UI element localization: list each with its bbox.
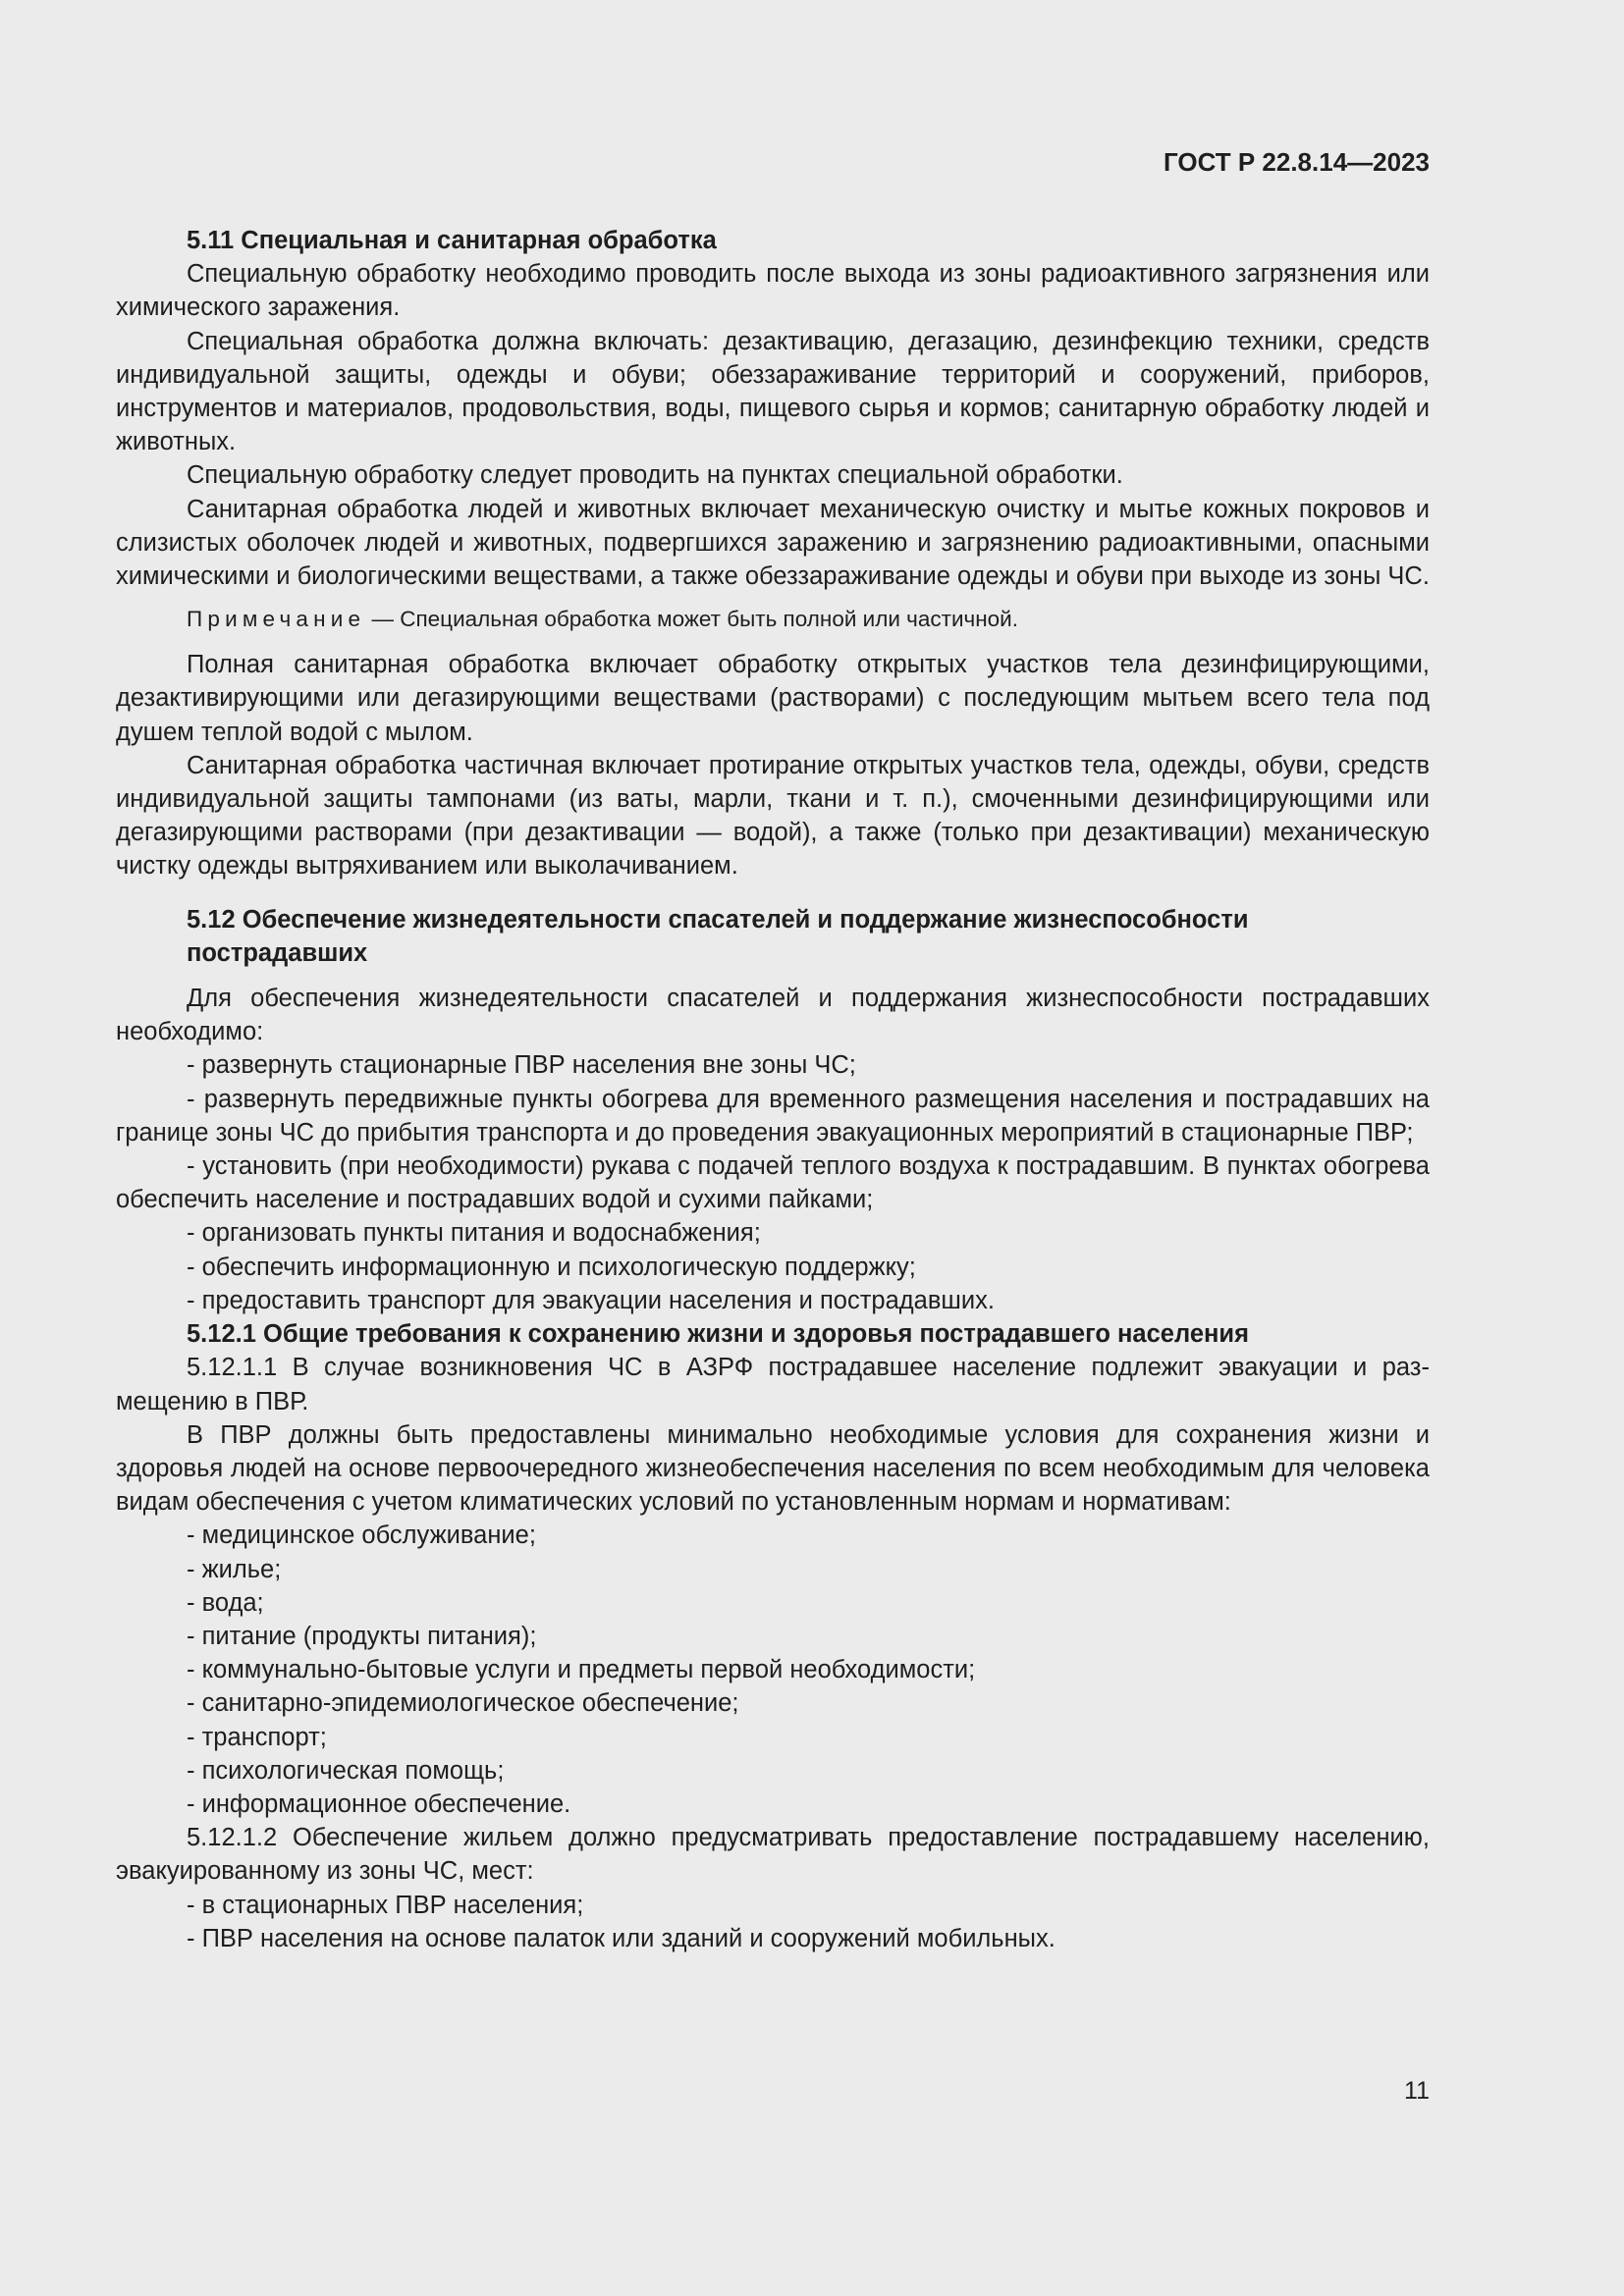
list-item: - информационное обеспечение. [187, 1789, 571, 1818]
list-item: - медицинское обслуживание; [187, 1522, 536, 1550]
paragraph: В ПВР должны быть предоставлены минимально необходимые условия для сохранения жизни и здоровья людей на основе первоочередного жизнеобеспечения населения по всем необходимым для человека видам обеспечения с учетом климатических условий по установленным нормам и нормативам: [116, 1420, 1430, 1517]
paragraph: Для обеспечения жизнедеятельности спасателей и поддержания жизнеспособности пострадавших необходимо: [116, 985, 1430, 1046]
paragraph: 5.12.1.1 В случае возникновения ЧС в АЗРФ пострадавшее население подлежит эвакуации и размещению в ПВР. [116, 1354, 1430, 1415]
page-number: 11 [1404, 2077, 1430, 2105]
list-item: - вода; [187, 1588, 264, 1617]
list-item: - в стационарных ПВР населения; [187, 1891, 584, 1919]
list-item: - обеспечить информационную и психологическую поддержку; [187, 1253, 916, 1281]
note-label: Примечание [187, 607, 366, 632]
paragraph: Санитарная обработка частичная включает протирание открытых участков тела, одежды, обуви, средств индивидуальной защиты тампонами (из ваты, марли, ткани и т. п.), смоченными дезинфицирующими или дегазирующими растворами (при дезактивации — водой), а также (только при дезактивации) механическую чистку одежды вытряхиванием или выколачиванием. [116, 751, 1430, 881]
section-heading-5-11: 5.11 Специальная и санитарная обработка [187, 227, 717, 254]
page-content [116, 224, 1430, 1955]
paragraph: Специальную обработку необходимо проводить после выхода из зоны радиоактивного загрязнения или химического заражения. [116, 260, 1430, 322]
document-designation: ГОСТ Р 22.8.14—2023 [1163, 147, 1430, 177]
note [116, 605, 1430, 634]
paragraph: Специальная обработка должна включать: дезактивацию, дегазацию, дезинфекцию техники, средств индивидуальной защиты, одежды и обуви; обеззараживание территорий и сооружений, приборов, инструментов и материалов, продовольствия, воды, пищевого сырья и кормов; санитарную обработку людей и животных. [116, 327, 1430, 456]
list-item: - предоставить транспорт для эвакуации населения и пострадавших. [187, 1286, 995, 1314]
list-item: - ПВР населения на основе палаток или зданий и сооружений мобильных. [187, 1924, 1056, 1952]
list-item: - организовать пункты питания и водоснабжения; [187, 1219, 761, 1248]
list-item: - развернуть передвижные пункты обогрева для временного размещения населения и пострадавших на границе зоны ЧС до прибытия транспорта и до проведения эвакуационных мероприятий в стационарные ПВР; [116, 1085, 1430, 1147]
note-text: — Специальная обработка может быть полной или частичной. [365, 607, 1019, 632]
paragraph: Полная санитарная обработка включает обработку открытых участков тела дезинфицирующими, дезактивирующими или дегазирующими веществами (растворами) с последующим мытьем всего тела под душем теплой водой с мылом. [116, 651, 1430, 746]
list-item: - транспорт; [187, 1723, 327, 1751]
paragraph: 5.12.1.2 Обеспечение жильем должно предусматривать предоставление пострадавшему населению, эвакуированному из зоны ЧС, мест: [116, 1824, 1430, 1886]
list-item: - санитарно-эпидемиологическое обеспечение; [187, 1689, 739, 1718]
list-item: - развернуть стационарные ПВР населения вне зоны ЧС; [187, 1051, 856, 1080]
list-item: - установить (при необходимости) рукава с подачей теплого воздуха к пострадавшим. В пунктах обогрева обеспечить население и пострадавших водой и сухими пайками; [116, 1152, 1430, 1214]
section-heading-5-12-1: 5.12.1 Общие требования к сохранению жизни и здоровья пострадавшего населения [187, 1320, 1249, 1349]
list-item: - коммунально-бытовые услуги и предметы первой необходимости; [187, 1656, 976, 1684]
paragraph: Специальную обработку следует проводить на пунктах специальной обработки. [187, 461, 1123, 490]
list-item: - питание (продукты питания); [187, 1622, 537, 1650]
section-heading-5-12: 5.12 Обеспечение жизнедеятельности спасателей и поддержание жизнеспособности пострадавших [187, 905, 1249, 967]
list-item: - психологическая помощь; [187, 1756, 505, 1785]
list-item: - жилье; [187, 1555, 282, 1583]
paragraph: Санитарная обработка людей и животных включает механическую очистку и мытье кожных покровов и слизистых оболочек людей и животных, подвергшихся заражению и загрязнению радиоактивными, опасными химическими и биологическими веществами, а также обеззараживание одежды и обуви при выходе из зоны ЧС. [116, 495, 1430, 591]
